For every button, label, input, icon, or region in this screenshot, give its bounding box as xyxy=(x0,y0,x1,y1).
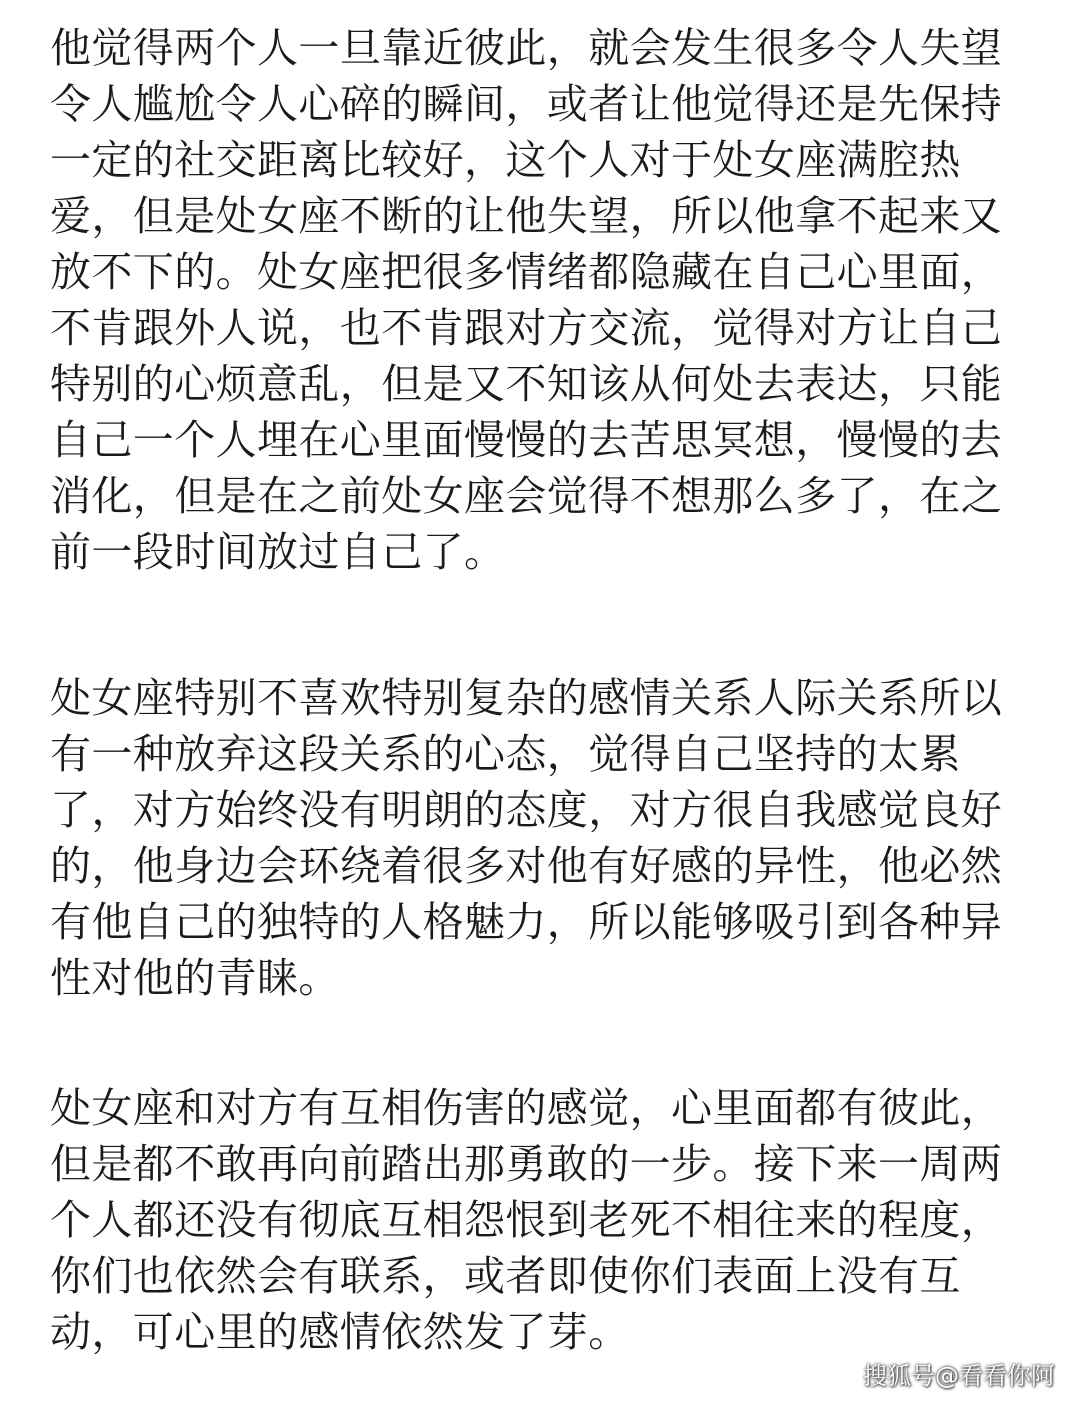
text-line: 性对他的青睐。 xyxy=(50,954,340,1002)
text-line: 一定的社交距离比较好，这个人对于处女座满腔热 xyxy=(50,136,961,184)
text-line: 处女座和对方有互相伤害的感觉，心里面都有彼此， xyxy=(50,1084,1003,1132)
text-line: 个人都还没有彻底互相怨恨到老死不相往来的程度， xyxy=(50,1196,1003,1244)
paragraph-2 xyxy=(50,670,1050,1006)
paragraph-1 xyxy=(50,20,1050,580)
text-line: 但是都不敢再向前踏出那勇敢的一步。接下来一周两 xyxy=(50,1140,1003,1188)
source-watermark: 搜狐号@看看你阿 xyxy=(863,1362,1055,1390)
text-line: 令人尴尬令人心碎的瞬间，或者让他觉得还是先保持 xyxy=(50,80,1003,128)
text-line: 动，可心里的感情依然发了芽。 xyxy=(50,1308,630,1356)
text-line: 他觉得两个人一旦靠近彼此，就会发生很多令人失望 xyxy=(50,24,1003,72)
text-line: 你们也依然会有联系，或者即使你们表面上没有互 xyxy=(50,1252,961,1300)
text-line: 自己一个人埋在心里面慢慢的去苦思冥想，慢慢的去 xyxy=(50,416,1003,464)
text-line: 放不下的。处女座把很多情绪都隐藏在自己心里面， xyxy=(50,248,1003,296)
text-line: 不肯跟外人说，也不肯跟对方交流，觉得对方让自己 xyxy=(50,304,1003,352)
text-line: 的，他身边会环绕着很多对他有好感的异性，他必然 xyxy=(50,842,1003,890)
text-line: 处女座特别不喜欢特别复杂的感情关系人际关系所以 xyxy=(50,674,1003,722)
text-line: 有他自己的独特的人格魅力，所以能够吸引到各种异 xyxy=(50,898,1003,946)
text-line: 爱，但是处女座不断的让他失望，所以他拿不起来又 xyxy=(50,192,1003,240)
text-line: 前一段时间放过自己了。 xyxy=(50,528,506,576)
text-line: 特别的心烦意乱，但是又不知该从何处去表达，只能 xyxy=(50,360,1003,408)
text-line: 消化，但是在之前处女座会觉得不想那么多了，在之 xyxy=(50,472,1003,520)
paragraph-3 xyxy=(50,1080,1050,1360)
text-line: 了，对方始终没有明朗的态度，对方很自我感觉良好 xyxy=(50,786,1003,834)
text-line: 有一种放弃这段关系的心态，觉得自己坚持的太累 xyxy=(50,730,961,778)
